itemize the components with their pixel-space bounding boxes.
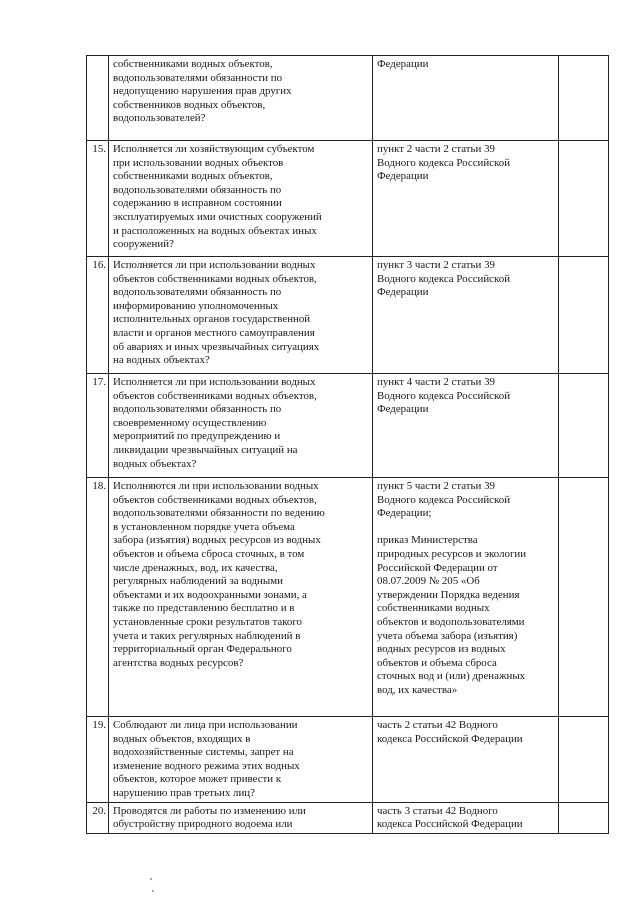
question-cell (109, 717, 373, 803)
reference-line: природных ресурсов и экологии (377, 547, 527, 560)
question-line: изменение водного режима этих водных (113, 759, 300, 772)
note-cell (559, 257, 609, 374)
question-line: власти и органов местного самоуправления (113, 326, 315, 339)
question-line: объектов собственниками водных объектов, (113, 389, 317, 402)
note-cell (559, 141, 609, 257)
note-cell (559, 374, 609, 478)
question-line: содержанию в исправном состоянии (113, 197, 282, 210)
reference-line: Российской Федерации от (377, 561, 498, 574)
reference-line: сточных вод и (или) дренажных (377, 670, 526, 683)
reference-line: утверждении Порядка ведения (377, 588, 520, 601)
question-line: территориальный орган Федерального (113, 643, 292, 656)
note-cell (559, 478, 609, 717)
question-line: Соблюдают ли лица при использовании (113, 719, 298, 731)
reference-line (377, 521, 555, 535)
question-line: объектами и их водоохранными зонами, а (113, 588, 307, 601)
question-line: ликвидации чрезвычайных ситуаций на (113, 443, 298, 456)
reference-line: пункт 2 части 2 статьи 39 (377, 143, 495, 155)
question-line: регулярных наблюдений за водными (113, 575, 283, 588)
table-row (87, 802, 609, 833)
question-line: установленные сроки результатов такого (113, 615, 302, 628)
legal-reference-cell (373, 478, 559, 717)
question-cell (109, 141, 373, 257)
question-line: также по представлению бесплатно и в (113, 602, 295, 615)
reference-line: Водного кодекса Российской (377, 493, 511, 506)
legal-reference-cell (373, 717, 559, 803)
question-line: исполнительных органов государственной (113, 313, 311, 326)
table-row (87, 141, 609, 257)
checklist-table (86, 55, 609, 834)
row-number: 20. (87, 802, 109, 833)
row-number: 19. (87, 717, 109, 803)
reference-line: Водного кодекса Российской (377, 389, 511, 402)
reference-line: вод, их качества» (377, 683, 458, 696)
reference-line: Водного кодекса Российской (377, 272, 511, 285)
reference-line: Федерации (377, 58, 429, 70)
question-line: водных объектах? (113, 457, 197, 470)
table-row (87, 257, 609, 374)
question-cell (109, 802, 373, 833)
question-line: Проводятся ли работы по изменению или (113, 804, 306, 817)
reference-line: приказ Министерства (377, 534, 478, 547)
note-cell (559, 717, 609, 803)
question-line: агентства водных ресурсов? (113, 656, 244, 669)
row-number: 16. (87, 257, 109, 374)
reference-line: часть 2 статьи 42 Водного (377, 719, 498, 731)
reference-line: пункт 4 части 2 статьи 39 (377, 376, 495, 388)
question-line: об авариях и иных чрезвычайных ситуациях (113, 340, 320, 353)
row-number: 15. (87, 141, 109, 257)
question-cell (109, 374, 373, 478)
question-line: собственниками водных объектов, (113, 170, 273, 183)
question-line: эксплуатируемых ими очистных сооружений (113, 210, 322, 223)
legal-reference-cell (373, 56, 559, 141)
question-line: Исполняется ли при использовании водных (113, 376, 316, 388)
table-row (87, 478, 609, 717)
reference-line: пункт 5 части 2 статьи 39 (377, 480, 495, 492)
legal-reference-cell (373, 257, 559, 374)
question-line: на водных объектах? (113, 354, 210, 367)
question-line: Исполняется ли при использовании водных (113, 259, 316, 271)
table-row (87, 56, 609, 141)
question-line: объектов собственниками водных объектов, (113, 272, 317, 285)
question-line: в установленном порядке учета объема (113, 520, 295, 533)
question-line: объектов и объема сброса сточных, в том (113, 547, 305, 560)
reference-line: кодекса Российской Федерации (377, 818, 523, 831)
question-line: Исполняется ли хозяйствующим субъектом (113, 143, 315, 155)
question-line: Исполняются ли при использовании водных (113, 480, 319, 492)
question-line: при использовании водных объектов (113, 156, 284, 169)
checklist-table-body (87, 56, 609, 834)
note-cell (559, 802, 609, 833)
table-row (87, 374, 609, 478)
reference-line: Федерации (377, 170, 429, 183)
question-cell (109, 257, 373, 374)
question-line: недопущению нарушения прав других (113, 85, 292, 98)
table-row (87, 717, 609, 803)
question-line: собственников водных объектов, (113, 98, 266, 111)
question-cell (109, 56, 373, 141)
row-number (87, 56, 109, 141)
reference-line: пункт 3 части 2 статьи 39 (377, 259, 495, 271)
row-number: 18. (87, 478, 109, 717)
reference-line: кодекса Российской Федерации (377, 732, 523, 745)
question-line: учета и таких регулярных наблюдений в (113, 629, 301, 642)
scan-speck (150, 878, 152, 880)
question-line: водопользователями обязанности по ведению (113, 507, 325, 520)
reference-line: водных ресурсов из водных (377, 643, 506, 656)
question-line: водопользователей? (113, 112, 206, 125)
question-line: собственниками водных объектов, (113, 58, 273, 70)
row-number: 17. (87, 374, 109, 478)
reference-line: Федерации (377, 403, 429, 416)
legal-reference-cell (373, 802, 559, 833)
reference-line: 08.07.2009 № 205 «Об (377, 575, 480, 588)
question-line: водохозяйственные системы, запрет на (113, 746, 294, 759)
question-line: и расположенных на водных объектах иных (113, 224, 317, 237)
question-line: информированию уполномоченных (113, 299, 279, 312)
reference-line: объектов и водопользователями (377, 615, 525, 628)
reference-line: Водного кодекса Российской (377, 156, 511, 169)
reference-line: учета объема забора (изъятия) (377, 629, 518, 642)
question-line: водопользователями обязанность по (113, 403, 282, 416)
question-line: объектов собственниками водных объектов, (113, 493, 317, 506)
note-cell (559, 56, 609, 141)
question-line: объектов, которое может привести к (113, 773, 282, 786)
reference-line: объектов и объема сброса (377, 656, 497, 669)
scan-speck (152, 890, 154, 892)
reference-line: часть 3 статьи 42 Водного (377, 804, 498, 817)
question-line: обустройству природного водоема или (113, 818, 293, 831)
question-line: водопользователями обязанность по (113, 286, 282, 299)
question-cell (109, 478, 373, 717)
question-line: числе дренажных, вод, их качества, (113, 561, 278, 574)
legal-reference-cell (373, 141, 559, 257)
reference-line: собственниками водных (377, 602, 490, 615)
question-line: своевременному осуществлению (113, 416, 267, 429)
question-line: водопользователями обязанность по (113, 183, 282, 196)
question-line: нарушению прав третьих лиц? (113, 786, 255, 799)
legal-reference-cell (373, 374, 559, 478)
question-line: водных объектов, входящих в (113, 732, 251, 745)
reference-line: Федерации (377, 286, 429, 299)
question-line: сооружений? (113, 238, 174, 251)
question-line: забора (изъятия) водных ресурсов из водных (113, 534, 321, 547)
reference-line: Федерации; (377, 507, 432, 520)
question-line: мероприятий по предупреждению и (113, 430, 281, 443)
question-line: водопользователями обязанности по (113, 71, 283, 84)
